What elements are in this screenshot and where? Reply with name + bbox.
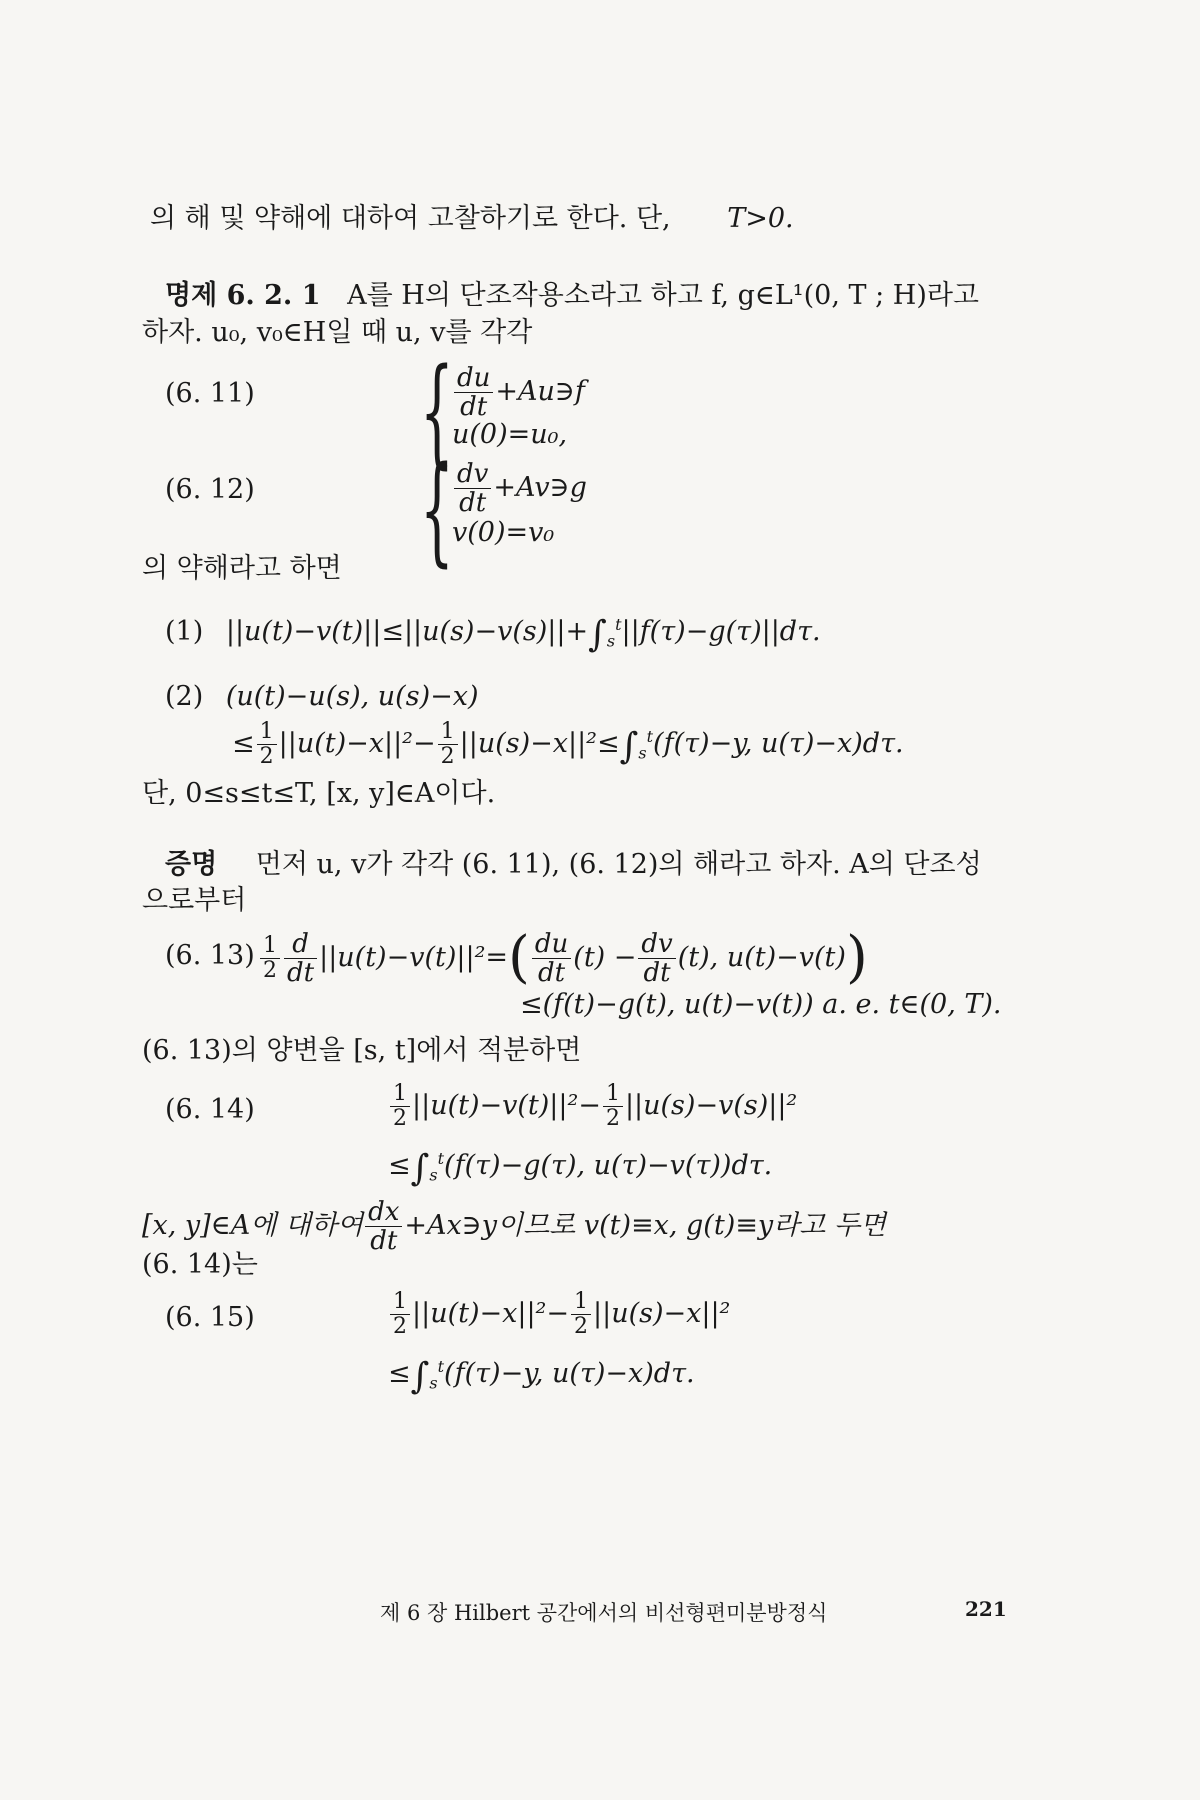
integral-sign: ∫ [588, 614, 607, 655]
equation-6-12-line1: $\frac{dv}{dt}$ +Av∋g [452, 460, 587, 517]
equation-6-15-line2: $\le\int_s^t(f(\tau)-y$, u(τ)−x)dτ. [388, 1356, 695, 1397]
inequality-2-line2: ≤ $\frac{1}{2}$ ||u(t)−x||²− $\frac{1}{2}$ $||u(s)-x||^2\le\int_s^t(f(\tau)-y$, u(τ)−x)dτ. [232, 719, 904, 769]
page-number: 221 [965, 1597, 1007, 1621]
equation-6-13-line2: ≤(f(t)−g(t), u(t)−v(t)) a. e. t∈(0, T). [520, 989, 1002, 1020]
proposition-line2: 하자. u₀, v₀∈H일 때 u, v를 각각 [142, 317, 533, 348]
equation-6-11-line2: u(0)=u₀, [452, 419, 568, 450]
proof-label: 증명 [165, 849, 218, 880]
weak-solution-line: 의 약해라고 하면 [142, 553, 342, 584]
intro-math: T>0. [727, 203, 794, 234]
integrate-line: (6. 13)의 양변을 [s, t]에서 적분하면 [142, 1035, 582, 1066]
left-brace: { [420, 440, 454, 578]
xy-line: [x, y]∈A에 대하여 $\frac{dx}{dt}$ +Ax∋y이므로 v(t)≡x, g(t)≡y라고 두면 [142, 1197, 887, 1256]
xy-line2: (6. 14)는 [142, 1249, 258, 1280]
intro-line [150, 202, 794, 236]
integral-sign: ∫ [410, 1356, 430, 1397]
proposition-line [165, 279, 979, 313]
proposition-text: A를 H의 단조작용소라고 하고 f, g∈L¹(0, T ; H)라고 [347, 280, 980, 311]
integral-sign: ∫ [410, 1148, 430, 1189]
equation-6-12-line2: v(0)=v₀ [452, 517, 555, 548]
equation-6-14-line2: $\le\int_s^t(f(\tau)-g(\tau)$, u(τ)−v(τ))dτ. [388, 1148, 773, 1189]
equation-6-13-line1: $\frac{1}{2}$ $\frac{d}{dt}$ ||u(t)−v(t)||²=( $\frac{du}{dt}$ (t) − $\frac{dv}{dt}$ (t), u(t)−v(t)) [258, 930, 868, 987]
equation-6-11-line1: $\frac{du}{dt}$ +Au∋f [452, 364, 585, 421]
equation-number-6-12: (6. 12) [165, 474, 255, 505]
equation-6-15-line1: $\frac{1}{2}$ ||u(t)−x||²− $\frac{1}{2}$ ||u(s)−x||² [388, 1290, 730, 1339]
equation-6-14-line1: $\frac{1}{2}$ ||u(t)−v(t)||²− $\frac{1}{2}$ ||u(s)−v(s)||² [388, 1082, 797, 1131]
intro-text: 의 해 및 약해에 대하여 고찰하기로 한다. 단, [150, 203, 671, 234]
equation-number-6-13: (6. 13) [165, 940, 255, 971]
integral-sign: ∫ [619, 726, 639, 767]
proof-line [165, 848, 982, 882]
equation-number-6-15: (6. 15) [165, 1302, 255, 1333]
equation-number-6-14: (6. 14) [165, 1094, 255, 1125]
running-footer: 제 6 장 Hilbert 공간에서의 비선형편미분방정식 [380, 1601, 828, 1625]
inequality-2-line1: (2) (u(t)−u(s), u(s)−x) [165, 681, 479, 712]
left-brace: { [420, 342, 454, 480]
proof-text: 먼저 u, v가 각각 (6. 11), (6. 12)의 해라고 하자. A의 단조성 [255, 849, 982, 880]
condition-line: 단, 0≤s≤t≤T, [x, y]∈A이다. [142, 778, 496, 809]
proposition-label: 명제 6. 2. 1 [165, 280, 321, 311]
equation-number-6-11: (6. 11) [165, 378, 255, 409]
inequality-1: (1) $||u(t)-v(t)||\le||u(s)-v(s)||+\int_s^t||f(\tau)-g(\tau)||d\tau$. [165, 614, 821, 655]
proof-line2: 으로부터 [142, 885, 247, 916]
